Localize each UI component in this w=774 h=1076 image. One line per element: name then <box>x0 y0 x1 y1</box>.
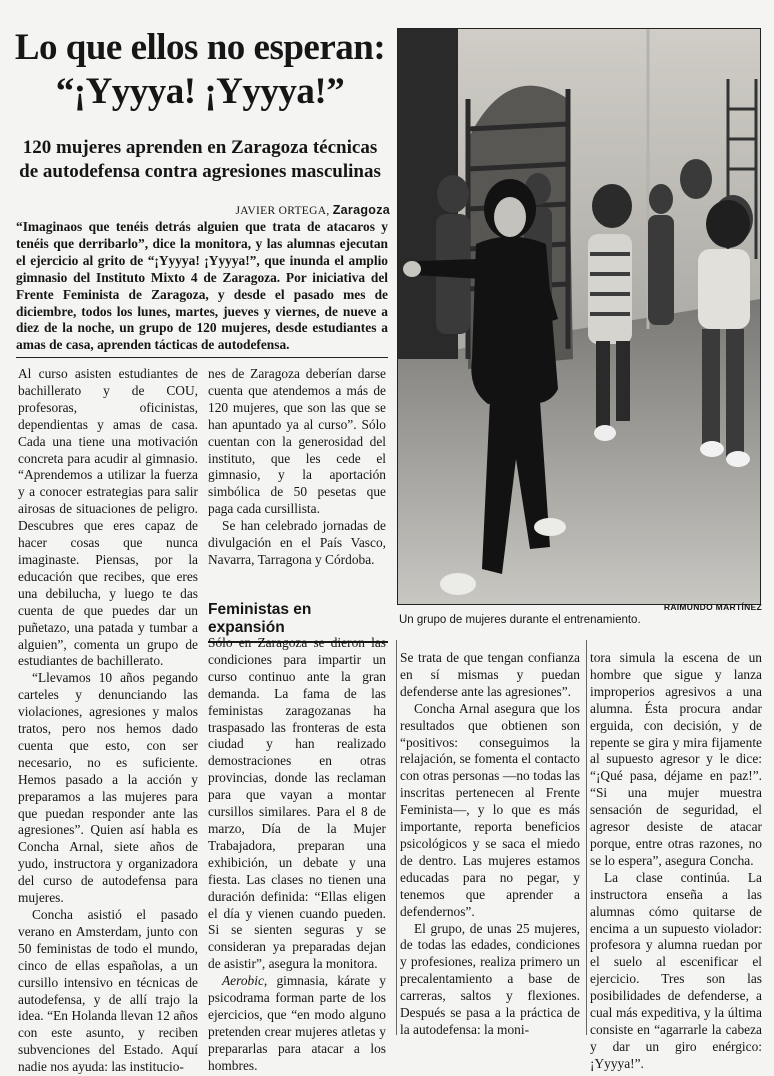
photo-credit: RAIMUNDO MARTÍNEZ <box>663 602 762 612</box>
headline-line-2: “¡Yyyya! ¡Yyyya!” <box>55 71 345 112</box>
byline-place: Zaragoza <box>332 203 390 217</box>
subheadline-line-1: 120 mujeres aprenden en Zaragoza técnicas <box>22 137 378 158</box>
paragraph <box>208 973 386 1074</box>
emphasis: Aerobic, <box>222 973 268 989</box>
paragraph: Concha asistió el pasado verano en Amsterdam, junto con 50 feministas de todo el mundo, cinco de ellas españolas, a un cursillo intensivo en técnicas de autodefensa, y de allí trajo la idea. “En Holanda llevan 12 años con este asunto, y reciben subvenciones del Estado. Aquí nadie nos ayuda: las institucio- <box>18 907 198 1075</box>
photo-illustration <box>398 29 760 604</box>
subheadline <box>14 136 386 184</box>
section-subheading: Feministas en expansión <box>208 601 388 643</box>
column-2-continued <box>208 635 386 1075</box>
photo-caption: Un grupo de mujeres durante el entrenamiento. <box>399 614 641 626</box>
subheadline-line-2: de autodefensa contra agresiones masculinas <box>19 161 381 182</box>
paragraph: Se han celebrado jornadas de divulgación en el País Vasco, Navarra, Tarragona y Córdoba. <box>208 518 386 567</box>
paragraph: Se trata de que tengan confianza en sí mismas y puedan defenderse ante las agresiones”. <box>400 650 580 699</box>
column-1 <box>18 366 198 1076</box>
column-divider <box>586 640 587 1035</box>
byline <box>200 203 390 217</box>
paragraph: Al curso asisten estudiantes de bachillerato y de COU, profesoras, oficinistas, dependientas y amas de casa. Cada una tiene una motivación concreta para acudir al gimnasio. “Aprendemos a utilizar la fuerza y a conocer estrategias para salir airosas de situaciones de peligro. Descubres que eres capaz de hacer cosas que nunca imaginaste. Piensas, por la educación que recibes, que eres una debilucha, y luego te das cuenta de que puedes dar un puñetazo, una patada y tumbar a alguien”, comenta un grupo de estudiantes de bachillerato. <box>18 366 198 669</box>
paragraph: Concha Arnal asegura que los resultados que obtienen son “positivos: conseguimos la relajación, se fomenta el contacto con otras personas —no todas las inscritas pertenecen al Frente Feminista—, y lo que es más importante, reporta beneficios psicológicos y se saca el miedo de dentro. Las mujeres estamos educadas para no pegar, y tenemos que aprender a defendernos”. <box>400 700 580 919</box>
paragraph: Sólo en Zaragoza se dieron las condiciones para impartir un curso continuo ante la gran demanda. La fama de las feministas zaragozanas ha traspasado las fronteras de esta ciudad y han realizado demostraciones en otras provincias, donde las reclaman para que vayan a montar cursillos similares. Para el 8 de marzo, Día de la Mujer Trabajadora, preparan una exhibición, un debate y una fiesta. Las clases no tienen una duración definida: “Ellas eligen el día y vienen cuando pueden. Si se sienten seguras y se consideran ya preparadas dejan de asistir”, asegura la monitora. <box>208 635 386 972</box>
training-photo <box>397 28 761 605</box>
lead-divider <box>16 357 388 358</box>
paragraph: El grupo, de unas 25 mujeres, de todas las edades, condiciones y profesiones, realiza primero un precalentamiento a base de carreras, saltos y flexiones. Después se pasa a la práctica de la autodefensa: la moni- <box>400 920 580 1037</box>
column-divider <box>396 640 397 1035</box>
paragraph: La clase continúa. La instructora enseña a las alumnas cómo quitarse de encima a un supuesto violador: profesora y alumna ruedan por el suelo al escenificar el ejercicio. Tres son las posibilidades de defenderse, a cual más expeditiva, y la última consiste en “agarrarle la cabeza y dar un giro enérgico: ¡Yyyya!”. <box>590 869 762 1071</box>
column-3 <box>400 650 580 1039</box>
lead-paragraph <box>16 219 388 354</box>
paragraph: tora simula la escena de un hombre que sigue y lanza improperios agresivos a una alumna. Ésta procura andar erguida, con decisión, y de repente se gira y mira fijamente al supuesto agresor y le dice: “¡Qué pasa, déjame en paz!”. “Si una mujer muestra sensación de seguridad, el agresor desiste de atacar porque, entre otras razones, no se lo espera”, asegura Concha. <box>590 650 762 868</box>
column-2 <box>208 366 386 569</box>
paragraph-rest: gimnasia, kárate y psicodrama forman parte de los ejercicios, que “en modo alguno pretenden crear mujeres atletas y prepararlas para atacar a los hombres. <box>208 973 386 1073</box>
headline-line-1: Lo que ellos no esperan: <box>14 27 386 68</box>
byline-author: JAVIER ORTEGA, <box>235 205 330 217</box>
lead-text: “Imaginaos que tenéis detrás alguien que trata de atacaros y tenéis que derribarlo”, dice la monitora, y las alumnas ejecutan el ejercicio al grito de “¡Yyyya! ¡Yyyya!”, que inunda el amplio gimnasio del Instituto Mixto 4 de Zaragoza. Por iniciativa del Frente Feminista de Zaragoza, y desde el pasado mes de diciembre, todos los lunes, martes, jueves y viernes, de nueve a diez de la noche, un grupo de 120 mujeres, desde estudiantes a amas de casa, aprenden tácticas de autodefensa. <box>16 219 388 353</box>
paragraph: nes de Zaragoza deberían darse cuenta que atendemos a más de 120 mujeres, que son las que se han apuntado ya al curso”. Sólo cuentan con la generosidad del instituto, que les cede el gimnasio, y la aportación simbólica de 50 pesetas que paga cada cursillista. <box>208 366 386 517</box>
column-4 <box>590 650 762 1073</box>
headline <box>12 26 388 114</box>
paragraph: “Llevamos 10 años pegando carteles y denunciando las violaciones, agresiones y malos tratos, pero nos hemos dado cuenta que esto, con ser necesario, no es suficiente. Hemos pasado a la acción y preparamos a las mujeres para que puedan responder ante las agresiones”. Quien así habla es Concha Arnal, siete años de yudo, instructora y organizadora del curso de autodefensa para mujeres. <box>18 670 198 906</box>
